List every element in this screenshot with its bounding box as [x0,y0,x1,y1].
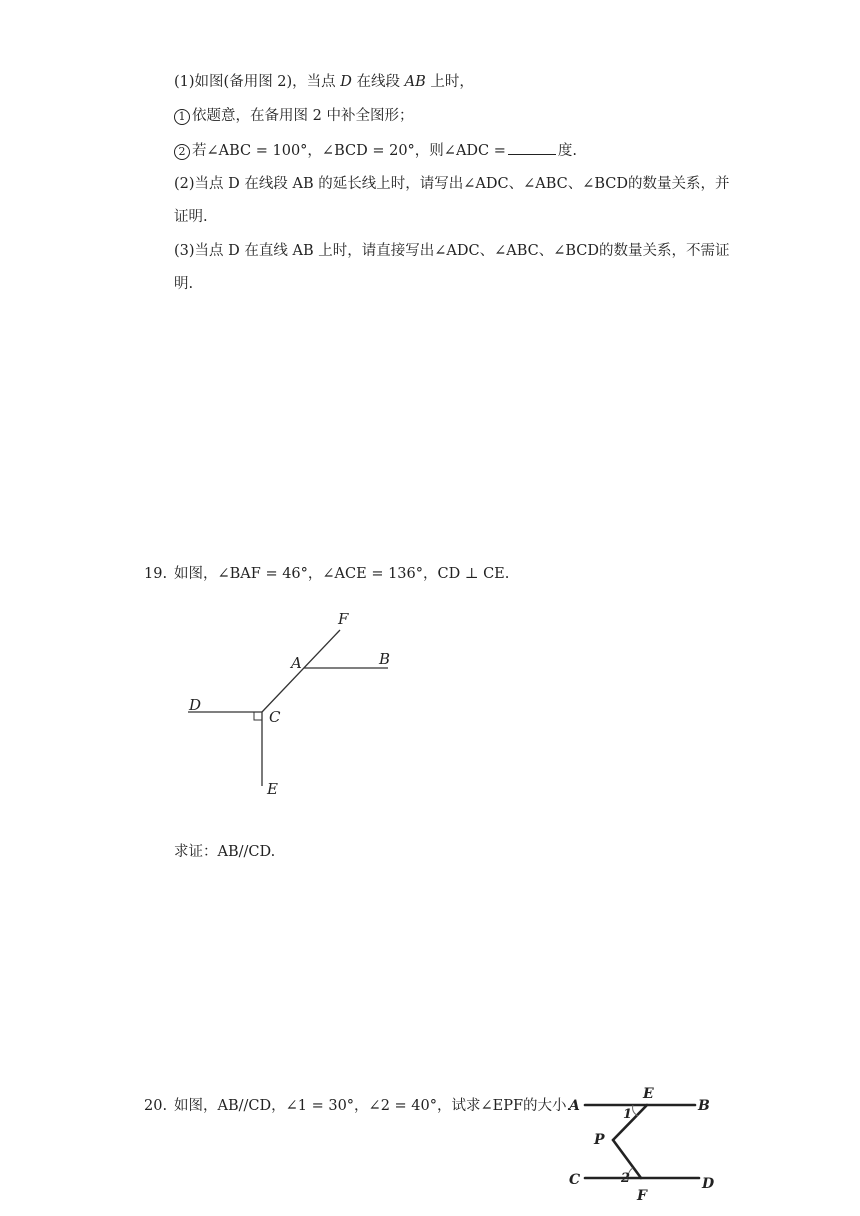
circled-number-1: 1 [174,109,190,125]
label-E: E [267,780,278,798]
right-angle-mark [254,712,262,720]
label-F: F [338,610,349,628]
q18-part1: (1)如图(备用图 2)，当点 D 在线段 AB 上时， [174,74,474,90]
label-D: D [189,696,202,714]
angle-label-2: 2 [621,1171,631,1186]
label-F: F [637,1188,647,1204]
circled-number-2: 2 [174,144,190,160]
q18-part3-line2: 明. [174,276,194,292]
label-E: E [643,1086,654,1102]
q18-part1a: 1 依题意，在备用图 2 中补全图形； [174,106,413,126]
q18-part2-line1: (2)当点 D 在线段 AB 的延长线上时，请写出∠ADC、∠ABC、∠BCD的数量关系，并 [174,176,730,192]
q18-part1b: 2 若∠ABC = 100°，∠BCD = 20°，则∠ADC = 度. [174,140,577,161]
label-A: A [291,654,302,672]
q20-number: 20. [144,1098,168,1114]
label-B: B [379,650,391,668]
label-C: C [269,708,281,726]
q20-figure [563,1080,723,1205]
q19-statement: 如图，∠BAF = 46°，∠ACE = 136°，CD ⊥ CE. [174,566,510,582]
q18-part2-line2: 证明. [174,209,208,225]
q18-part3-line1: (3)当点 D 在直线 AB 上时，请直接写出∠ADC、∠ABC、∠BCD的数量关系，不需证 [174,243,730,259]
q19-number: 19. [144,566,168,582]
label-D: D [702,1176,715,1192]
label-C: C [569,1172,581,1188]
label-B: B [698,1098,710,1114]
q19-prove: 求证：AB//CD. [174,844,276,860]
q20-statement: 如图，AB//CD，∠1 = 30°，∠2 = 40°，试求∠EPF的大小. [174,1098,572,1114]
label-P: P [594,1132,605,1148]
answer-blank[interactable] [508,140,556,155]
q19-figure [180,600,410,805]
label-A: A [569,1098,580,1114]
angle-label-1: 1 [623,1107,633,1122]
